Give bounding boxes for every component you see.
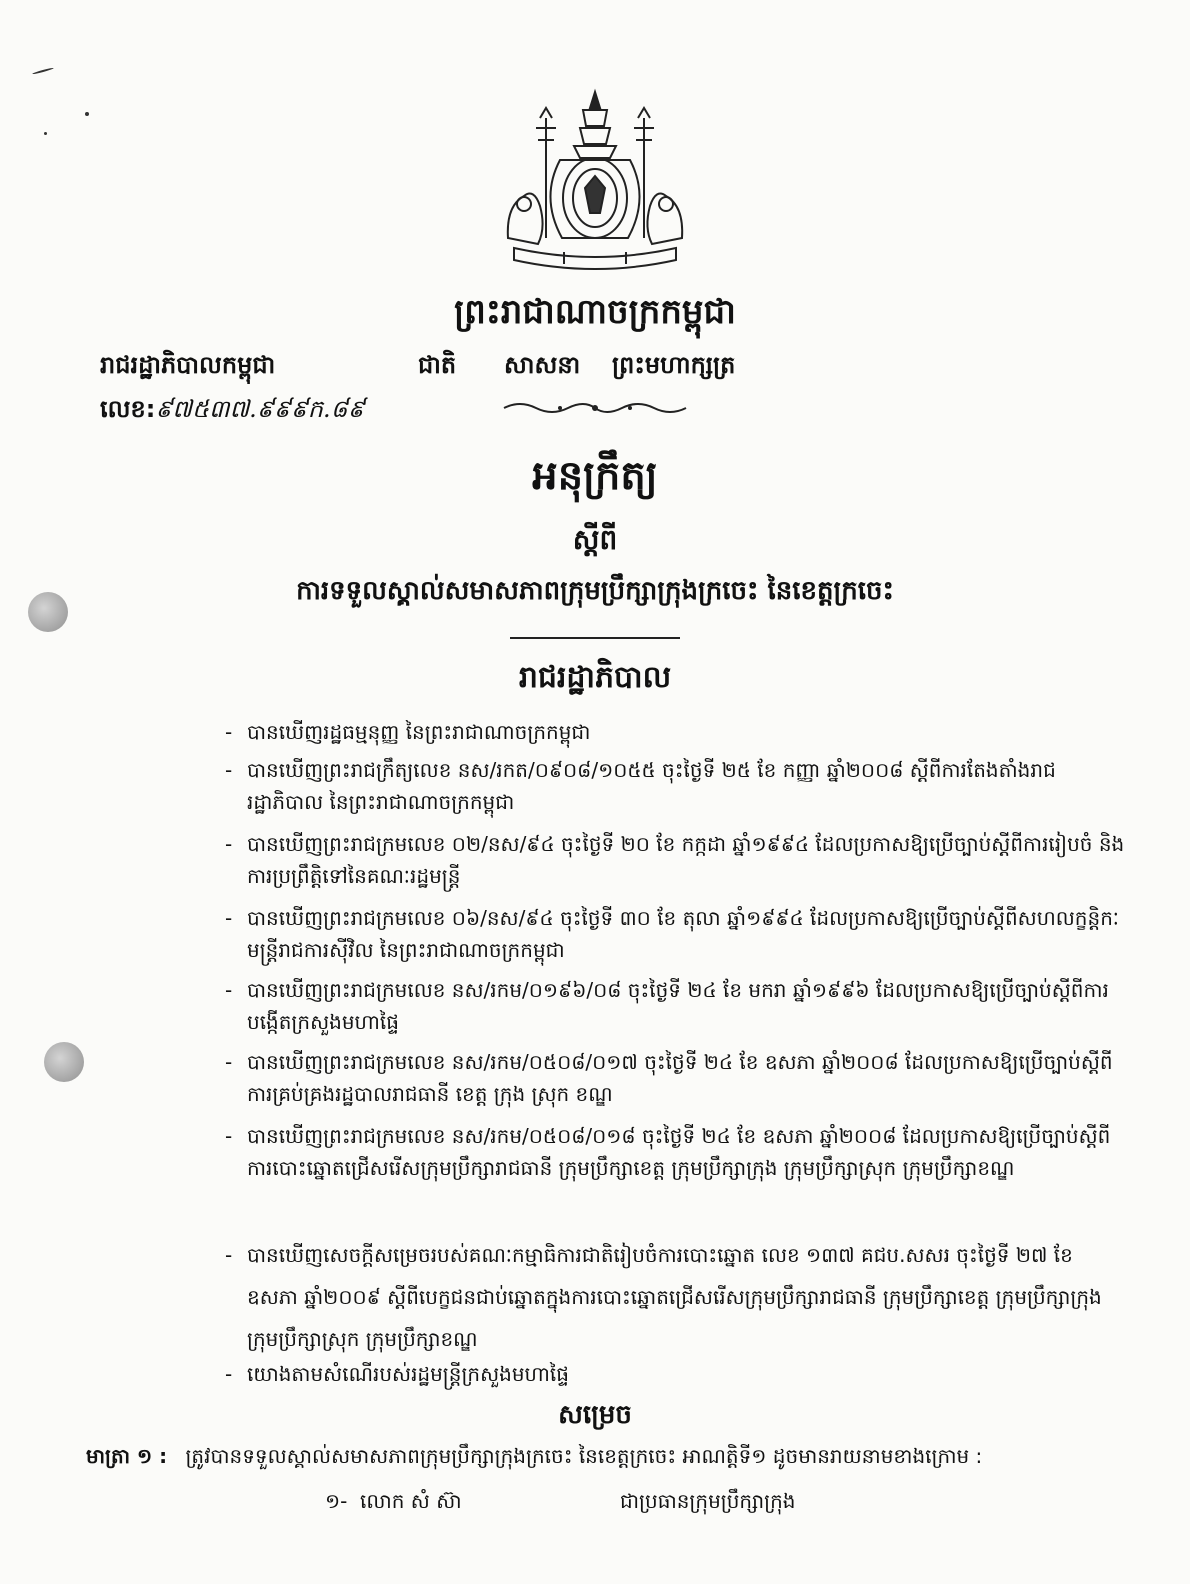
consideration-item: - បានឃើញសេចក្តីសម្រេចរបស់គណៈកម្មាធិការជាតិរៀបចំការបោះឆ្នោត លេខ ១៣៧ គជប.សសរ ចុះថ្ងៃទី ២៧ ខែ ឧសភា ឆ្នាំ២០០៩ ស្តីពីបេក្ខជនជាប់ឆ្នោតក្នុងការបោះឆ្នោតជ្រើសរើសក្រុមប្រឹក្សារាជធានី ក្រុមប្រឹក្សាខេត្ត ក្រុមប្រឹក្សាក្រុង ក្រុមប្រឹក្សាស្រុក ក្រុមប្រឹក្សាខណ្ឌ	[225, 1243, 1102, 1351]
document-type-title: អនុក្រឹត្យ	[532, 452, 658, 499]
punch-hole-bottom	[44, 1042, 84, 1082]
document-number	[100, 394, 365, 429]
kingdom-title: ព្រះរាជាណាចក្រកម្ពុជា	[454, 292, 736, 332]
consideration-item: - បានឃើញព្រះរាជក្រមលេខ ០២/នស/៩៤ ចុះថ្ងៃទី ២០ ខែ កក្កដា ឆ្នាំ១៩៩៤ ដែលប្រកាសឱ្យប្រើច្បាប់ស្តីពីការរៀបចំ និងការប្រព្រឹត្តិទៅនៃគណៈរដ្ឋមន្ត្រី	[225, 832, 1125, 888]
motto-king: ព្រះមហាក្សត្រ	[612, 351, 736, 379]
consideration-item: - បានឃើញព្រះរាជក្រមលេខ នស/រកម/០៥០៨/០១៧ ចុះថ្ងៃទី ២៤ ខែ ឧសភា ឆ្នាំ២០០៨ ដែលប្រកាសឱ្យប្រើច្បាប់ស្តីពីការគ្រប់គ្រងរដ្ឋបាលរាជធានី ខេត្ត ក្រុង ស្រុក ខណ្ឌ	[225, 1050, 1113, 1106]
number-label: លេខ:	[100, 395, 156, 423]
royal-coat-of-arms-emblem	[500, 88, 690, 270]
scan-speck	[85, 112, 89, 116]
member-name: លោក សំ ស៊ា	[360, 1489, 462, 1513]
scan-speck	[44, 132, 47, 135]
subject-heading: ការទទួលស្គាល់សមាសភាពក្រុមប្រឹក្សាក្រុងក្រចេះ នៃខេត្តក្រចេះ	[296, 576, 894, 606]
title-divider	[510, 637, 680, 639]
government-name: រាជរដ្ឋាភិបាលកម្ពុជា	[100, 351, 276, 379]
scan-mark	[32, 67, 54, 75]
consideration-item: - យោងតាមសំណើរបស់រដ្ឋមន្ត្រីក្រសួងមហាផ្ទៃ	[225, 1362, 569, 1386]
consideration-item: - បានឃើញព្រះរាជក្រមលេខ នស/រកម/០១៩៦/០៨ ចុះថ្ងៃទី ២៤ ខែ មករា ឆ្នាំ១៩៩៦ ដែលប្រកាសឱ្យប្រើច្បាប់ស្តីពីការបង្កើតក្រសួងមហាផ្ទៃ	[225, 978, 1109, 1034]
member-index: ១-	[325, 1489, 348, 1513]
member-role: ជាប្រធានក្រុមប្រឹក្សាក្រុង	[620, 1489, 796, 1513]
issuer-heading: រាជរដ្ឋាភិបាល	[518, 660, 672, 695]
consideration-item: - បានឃើញព្រះរាជក្រឹត្យលេខ នស/រកត/០៩០៨/១០៥៥ ចុះថ្ងៃទី ២៥ ខែ កញ្ញា ឆ្នាំ២០០៨ ស្តីពីការតែងតាំងរាជរដ្ឋាភិបាល នៃព្រះរាជាណាចក្រកម្ពុជា	[225, 758, 1056, 814]
number-value: ៩៧៥៣៧.៩៩៩ក.៨៩	[155, 395, 365, 423]
consideration-item: - បានឃើញព្រះរាជក្រមលេខ ០៦/នស/៩៤ ចុះថ្ងៃទី ៣០ ខែ តុលា ឆ្នាំ១៩៩៤ ដែលប្រកាសឱ្យប្រើច្បាប់ស្តីពីសហលក្ខន្តិកៈមន្ត្រីរាជការស៊ីវិល នៃព្រះរាជាណាចក្រកម្ពុជា	[225, 906, 1119, 962]
consideration-item: - បានឃើញព្រះរាជក្រមលេខ នស/រកម/០៥០៨/០១៨ ចុះថ្ងៃទី ២៤ ខែ ឧសភា ឆ្នាំ២០០៨ ដែលប្រកាសឱ្យប្រើច្បាប់ស្តីពីការបោះឆ្នោតជ្រើសរើសក្រុមប្រឹក្សារាជធានី ក្រុមប្រឹក្សាខេត្ត ក្រុមប្រឹក្សាក្រុង ក្រុមប្រឹក្សាស្រុក ក្រុមប្រឹក្សាខណ្ឌ	[225, 1124, 1111, 1180]
motto-religion: សាសនា	[504, 351, 581, 379]
decision-heading: សម្រេច	[558, 1400, 632, 1430]
ornament-flourish	[500, 398, 690, 418]
motto-nation: ជាតិ	[418, 351, 457, 379]
article-1	[86, 1440, 1146, 1472]
article-1-text: ត្រូវបានទទួលស្គាល់សមាសភាពក្រុមប្រឹក្សាក្រុងក្រចេះ នៃខេត្តក្រចេះ អាណត្តិទី១ ដូចមានរាយនាមខាងក្រោម :	[185, 1444, 983, 1468]
consideration-item: - បានឃើញរដ្ឋធម្មនុញ្ញ នៃព្រះរាជាណាចក្រកម្ពុជា	[225, 720, 591, 744]
punch-hole-top	[28, 592, 68, 632]
about-heading: ស្តីពី	[572, 523, 618, 556]
article-1-label: មាត្រា ១ :	[86, 1444, 168, 1468]
